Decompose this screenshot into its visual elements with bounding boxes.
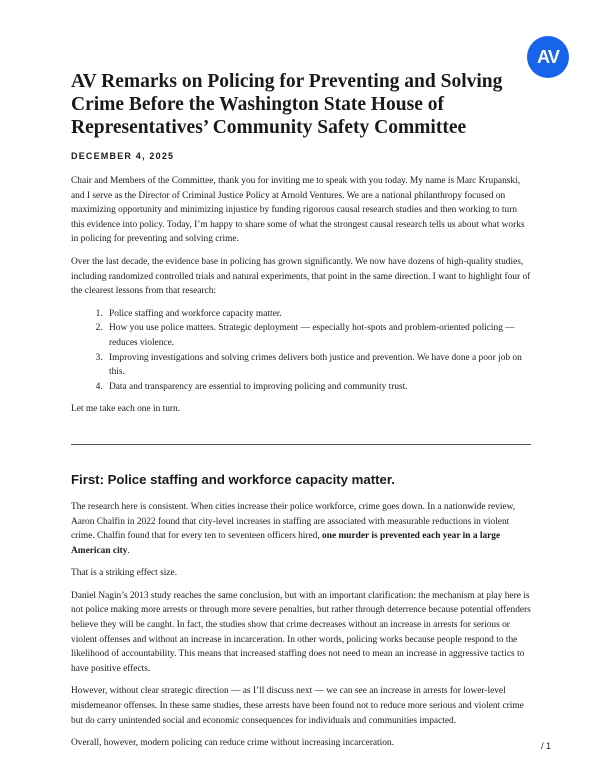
staffing-paragraph-1-text: The research here is consistent. When cities increase their police workforce, crime goes down. In a nationwide review, Aaron Chalfin in 2022 found that city-level increases in staffing are associated with measurable reductions in violent crime. Chalfin found that for every ten to seventeen officers hired, <box>71 501 516 542</box>
lesson-item-3: 3. Improving investigations and solving crimes delivers both justice and prevention. We have done a poor job on this. <box>105 351 531 380</box>
intro-paragraph-2: Over the last decade, the evidence base in policing has grown significantly. We now have dozens of high-quality studies, including randomized controlled trials and natural experiments, that point in the same direction. I want to highlight four of the clearest lessons from that research: <box>71 256 531 297</box>
staffing-paragraph-1-emphasis: one murder is prevented each year in a large American city <box>71 531 501 556</box>
staffing-paragraph-1 <box>71 500 531 558</box>
lesson-item-2: 2. How you use police matters. Strategic deployment — especially hot-spots and problem-oriented policing — reduces violence. <box>105 321 531 350</box>
page-title: AV Remarks on Policing for Preventing and Solving Crime Before the Washington State House of Representatives’ Community Safety Committee <box>71 71 503 138</box>
section-heading-staffing: First: Police staffing and workforce capacity matter. <box>71 471 395 487</box>
publication-date: DECEMBER 4, 2025 <box>71 151 175 161</box>
staffing-paragraph-4: However, without clear strategic direction — as I’ll discuss next — we can see an increase in arrests for lower-level misdemeanor offenses. In these same studies, these arrests have been found not to reduce more serious and violent crime but do carry unintended social and economic consequences for individuals and communities impacted. <box>71 686 524 726</box>
staffing-paragraph-1-end: . <box>127 545 130 556</box>
lesson-item-1: 1. Police staffing and workforce capacity matter. <box>105 307 531 322</box>
intro-paragraph-1: Chair and Members of the Committee, thank you for inviting me to speak with you today. My name is Marc Krupanski, and I serve as the Director of Criminal Justice Policy at Arnold Ventures. We are a national philanthropy focused on maximizing opportunity and minimizing injustice by funding rigorous causal research studies and then working to turn this evidence into policy. Today, I’m happy to share some of what the strongest causal research tells us about what works in policing for preventing and solving crime. <box>71 176 525 245</box>
staffing-paragraph-5: Overall, however, modern policing can reduce crime without increasing incarceration. <box>71 738 394 749</box>
staffing-paragraph-3: Daniel Nagin’s 2013 study reaches the same conclusion, but with an important clarification: the mechanism at play here is not police making more arrests or through more severe penalties, but rather through deterrence because potential offenders believe they will be caught. In fact, the studies show that crime decreases without an increase in arrests for serious or violent offenses and without an increase in incarceration. In other words, policing works because people respond to the likelihood of accountability. This means that increased staffing does not need to mean an increase in aggressive tactics to have positive effects. <box>71 590 531 674</box>
lesson-item-4: 4. Data and transparency are essential to improving policing and community trust. <box>105 380 531 395</box>
arnold-ventures-logo: AV <box>527 36 569 78</box>
transition-paragraph: Let me take each one in turn. <box>71 404 181 415</box>
page-number: / 1 <box>540 741 551 751</box>
document-body <box>71 70 531 751</box>
lessons-list <box>71 307 531 395</box>
staffing-paragraph-2: That is a striking effect size. <box>71 568 178 579</box>
section-divider <box>71 444 531 445</box>
